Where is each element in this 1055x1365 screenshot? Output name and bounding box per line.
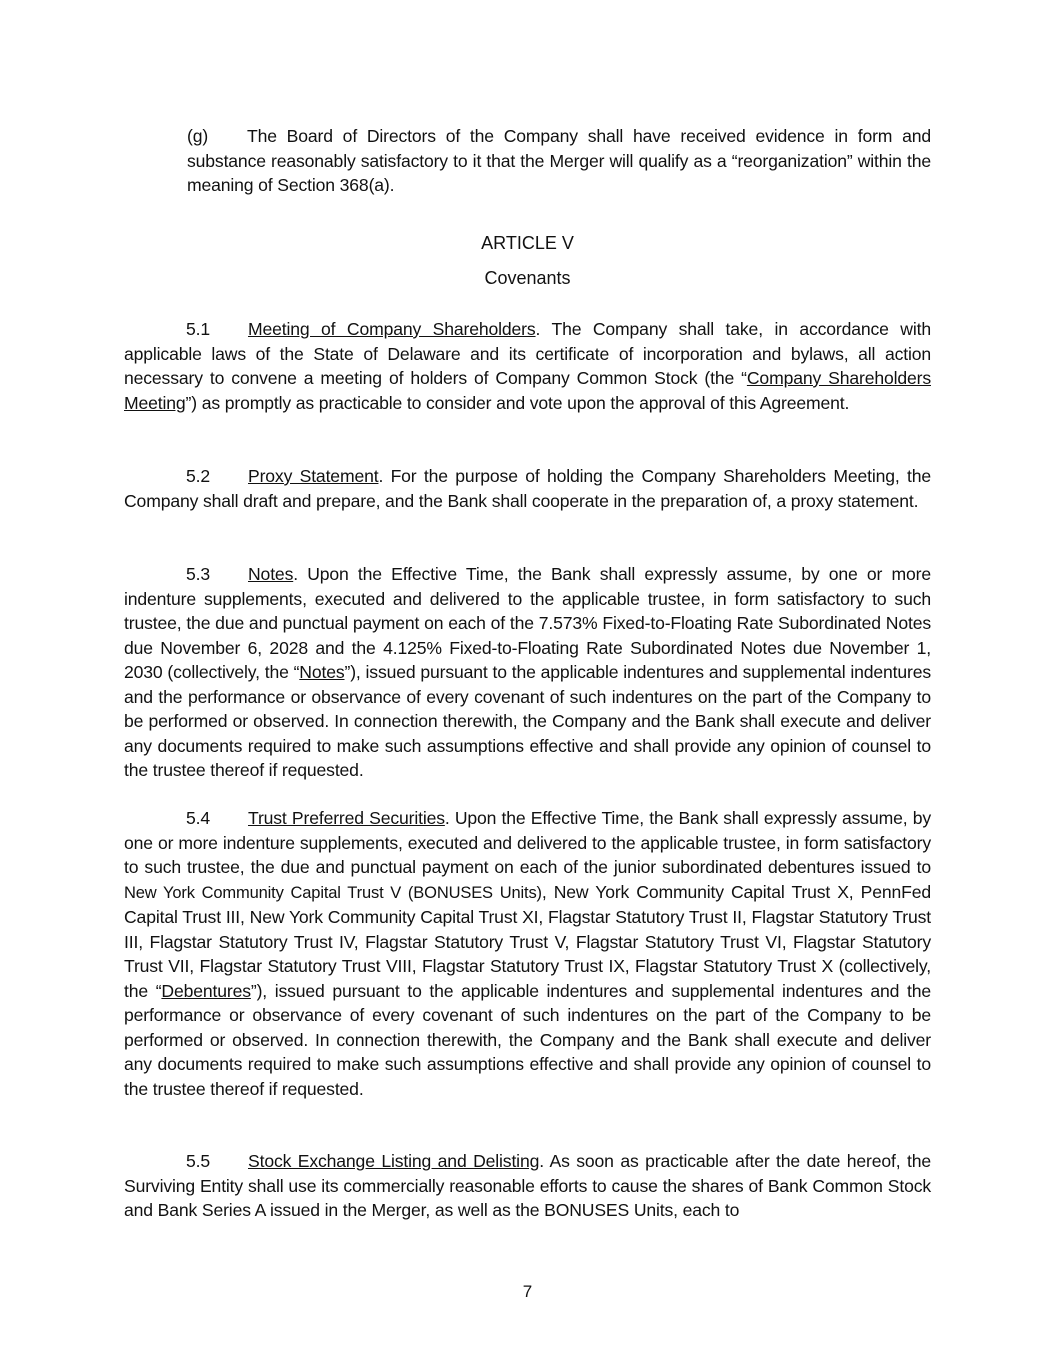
section-5-4-text-small: New York Community Capital Trust V (BONUSES Units) (124, 883, 542, 902)
article-subtitle: Covenants (484, 268, 571, 288)
section-5-3 (124, 562, 931, 783)
section-5-2-text: . For the purpose of holding the Company Shareholders Meeting, the Company shall draft and prepare, and the Bank shall cooperate in the preparation of, a proxy statement. (124, 466, 931, 511)
section-5-3-number: 5.3 (186, 564, 211, 584)
section-5-4-heading: Trust Preferred Securities (248, 808, 445, 828)
section-5-1-text-b: ”) as promptly as practicable to consider and vote upon the approval of this Agreement. (185, 392, 850, 413)
section-5-2-number: 5.2 (186, 466, 211, 486)
section-5-2 (124, 464, 931, 513)
section-5-5 (124, 1149, 931, 1223)
section-5-4-text-a: . Upon the Effective Time, the Bank shall expressly assume, by one or more indenture supplements, executed and delivered to the applicable trustee, in form satisfactory to such trustee, the due and punctual payment on each of the junior subordinated debentures issued to (124, 808, 931, 877)
section-5-1 (124, 317, 931, 415)
section-5-5-number: 5.5 (186, 1151, 211, 1171)
section-5-3-text-a: . Upon the Effective Time, the Bank shall expressly assume, by one or more indenture supplements, executed and delivered to the applicable trustee, in form satisfactory to such trustee, the due and punctual payment on each of the 7.573% Fixed-to-Floating Rate Subordinated Notes due November 6, 2028 and the 4.125% Fixed-to-Floating Rate Subordinated Notes due November 1, 2030 (collectively, the “ (124, 564, 931, 682)
article-title: ARTICLE V (481, 233, 574, 253)
section-5-4-defined-term: Debentures (161, 980, 251, 1001)
section-5-1-heading: Meeting of Company Shareholders (248, 319, 536, 339)
section-5-5-heading: Stock Exchange Listing and Delisting (248, 1151, 540, 1171)
section-5-4-text-c: ”), issued pursuant to the applicable indentures and supplemental indentures and the performance or observance of every covenant of such indentures on the part of the Company to be performed or observed. In connection therewith, the Company and the Bank shall execute and deliver any documents required to make such assumptions effective and shall provide any opinion of counsel to the trustee thereof if requested. (124, 980, 931, 1099)
section-g-paragraph (187, 124, 931, 198)
page-number: 7 (522, 1282, 533, 1301)
section-5-1-text-a: . The Company shall take, in accordance with applicable laws of the State of Delaware and its certificate of incorporation and bylaws, all action necessary to convene a meeting of holders of Company Common Stock (the “ (124, 319, 931, 388)
section-5-3-defined-term: Notes (299, 662, 345, 682)
section-5-3-text-b: ”), issued pursuant to the applicable indentures and supplemental indentures and the performance or observance of every covenant of such indentures on the part of the Company to be performed or observed. In connection therewith, the Company and the Bank shall execute and deliver any documents required to make such assumptions effective and shall provide any opinion of counsel to the trustee thereof if requested. (124, 662, 931, 780)
section-5-1-defined-term: Company Shareholders Meeting (124, 368, 931, 413)
section-g-label: (g) (187, 126, 209, 146)
section-5-3-heading: Notes (248, 564, 294, 584)
section-5-4-text-b: , New York Community Capital Trust X, PennFed Capital Trust III, New York Community Capital Trust XI, Flagstar Statutory Trust II, Flagstar Statutory Trust III, Flagstar Statutory Trust IV, Flagstar Statutory Trust V, Flagstar Statutory Trust VI, Flagstar Statutory Trust VII, Flagstar Statutory Trust VIII, Flagstar Statutory Trust IX, Flagstar Statutory Trust X (collectively, the “ (124, 881, 931, 1001)
section-5-5-text: . As soon as practicable after the date hereof, the Surviving Entity shall use its commercially reasonable efforts to cause the shares of Bank Common Stock and Bank Series A issued in the Merger, as well as the BONUSES Units, each to (124, 1151, 931, 1220)
section-g-text: The Board of Directors of the Company shall have received evidence in form and substance reasonably satisfactory to it that the Merger will qualify as a “reorganization” within the meaning of Section 368(a). (187, 126, 931, 195)
section-5-2-heading: Proxy Statement (248, 466, 379, 486)
section-5-4 (124, 806, 931, 1101)
section-5-1-number: 5.1 (186, 319, 211, 339)
section-5-4-number: 5.4 (186, 808, 211, 828)
